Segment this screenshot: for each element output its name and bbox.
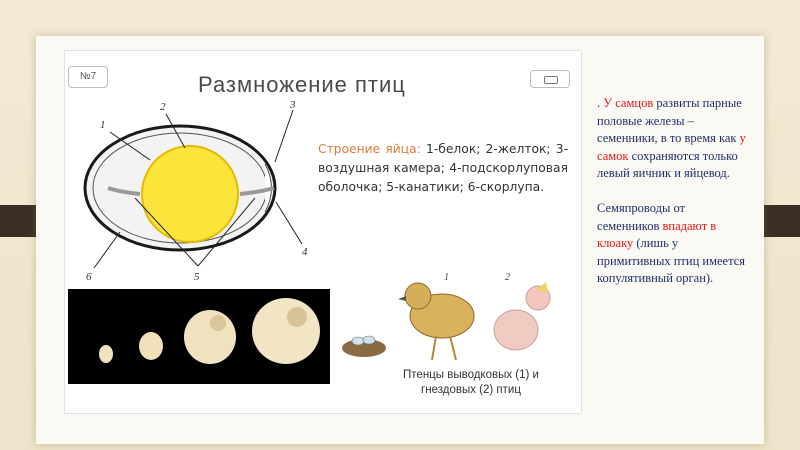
- description-label: Строение яйца:: [318, 142, 421, 156]
- slide-number-badge: №7: [68, 66, 108, 88]
- chicks-caption: Птенцы выводковых (1) и гнездовых (2) птиц: [403, 369, 539, 396]
- embryo-stage-1: [99, 345, 113, 363]
- side-paragraph-1: [597, 95, 747, 183]
- description-text: 1-белок; 2-желток; 3-воздушная камера; 4-подскорлуповая оболочка; 5-канатики; 6-скорлупа.: [318, 142, 569, 194]
- precocial-chick-head: [405, 283, 431, 309]
- side-notes: [597, 95, 747, 288]
- embryo-stage-3: [184, 310, 236, 364]
- embryo-stage-2: [139, 332, 163, 360]
- chick-label-1: 1: [444, 272, 449, 283]
- slide-corner-icon: [530, 70, 570, 88]
- egg-label-6: 6: [86, 271, 92, 283]
- p1-prefix: .: [597, 96, 604, 110]
- chick-label-2: 2: [505, 272, 510, 283]
- slide-title: Размножение птиц: [198, 72, 406, 97]
- p1-females-highlight: у самок: [597, 131, 746, 163]
- p1-end: сохраняются только левый яичник и яйцевод.: [597, 148, 738, 181]
- yolk: [142, 146, 238, 242]
- p2-start: Семяпроводы от семенников: [597, 200, 686, 233]
- egg-label-2: 2: [160, 101, 166, 113]
- decor-bar-left: [0, 205, 36, 237]
- p2-end: (лишь у примитивных птиц имеется копулятивный орган).: [597, 236, 746, 286]
- altricial-chick-body: [494, 310, 538, 350]
- embryo-photo: [68, 289, 330, 384]
- egg-diagram: [80, 100, 320, 285]
- egg-label-3: 3: [290, 100, 296, 111]
- p1-males-highlight: У самцов: [603, 96, 654, 110]
- embryo-stage-4: [252, 298, 320, 364]
- egg-label-1: 1: [100, 119, 106, 131]
- egg-structure-description: [318, 140, 568, 197]
- egg-label-5: 5: [194, 271, 200, 283]
- egg-label-4: 4: [302, 246, 308, 258]
- side-paragraph-2: [597, 200, 747, 288]
- p2-cloaca-highlight: впадают в клоаку: [597, 218, 717, 251]
- p1-middle: развиты парные половые железы – семенники, в то время как: [597, 96, 742, 146]
- chicks-illustration: [340, 268, 560, 368]
- decor-bar-right: [764, 205, 800, 237]
